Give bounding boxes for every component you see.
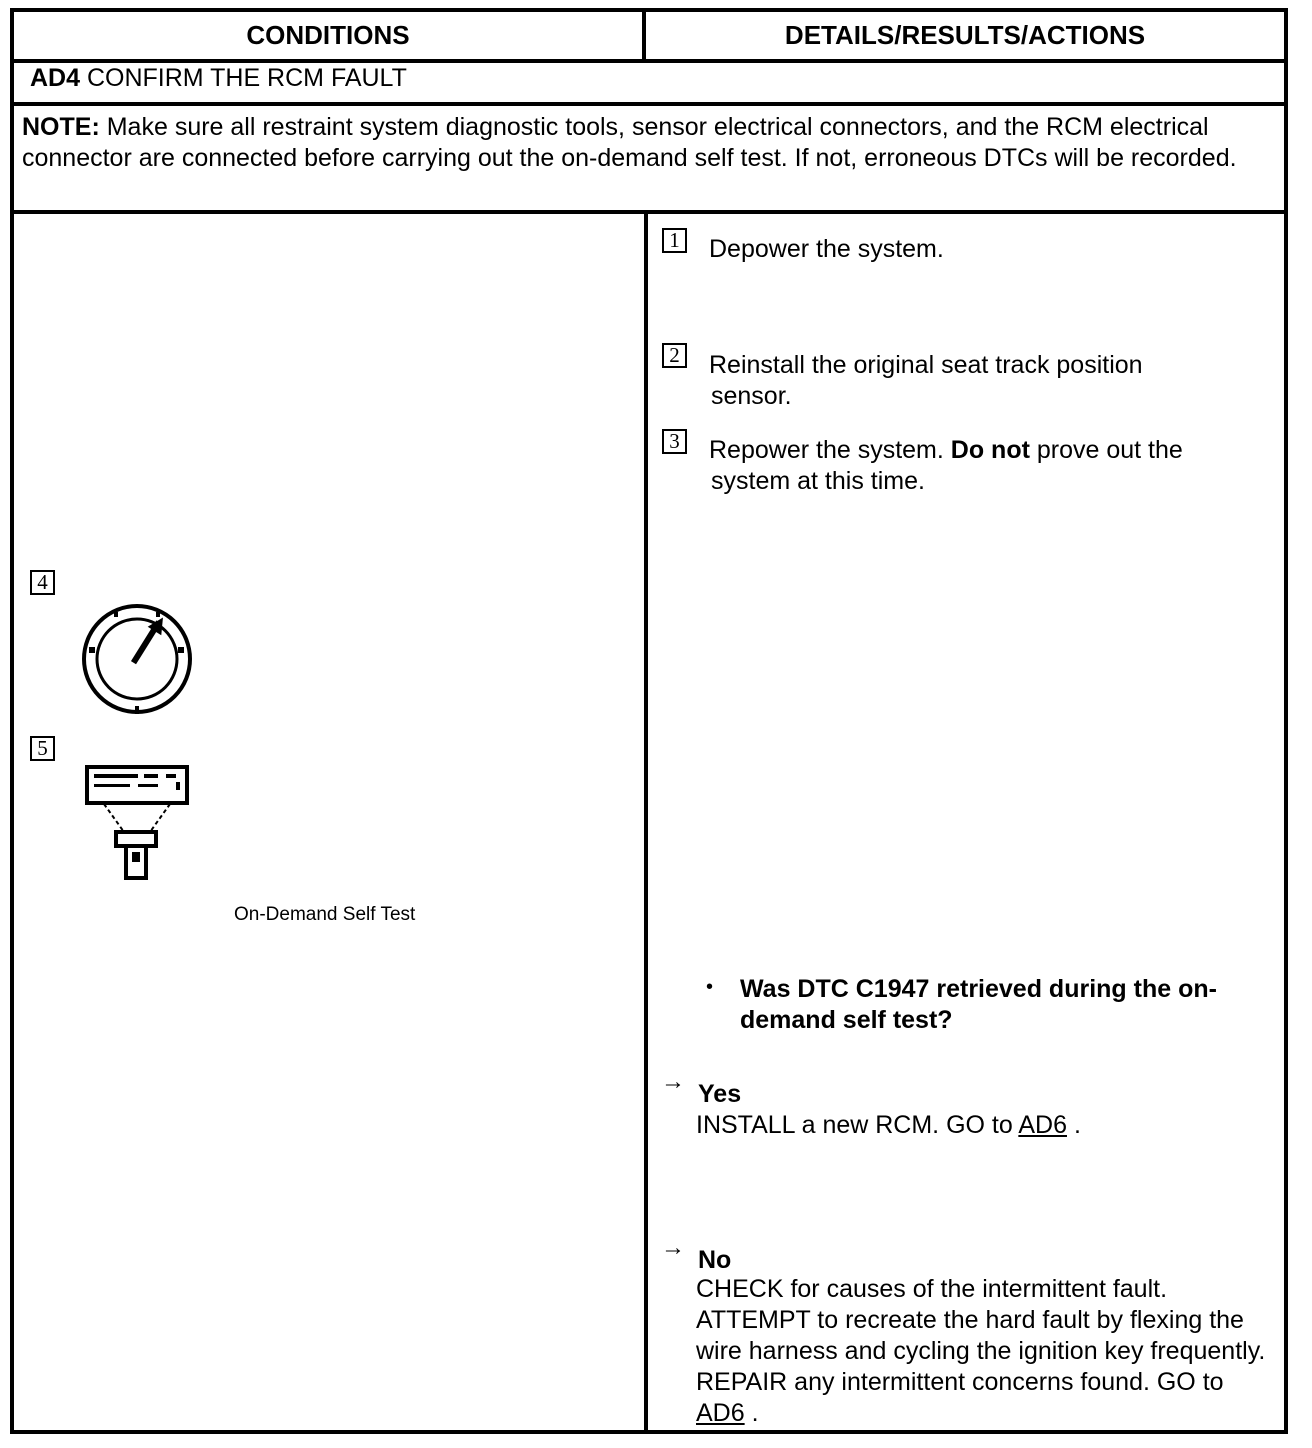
answer-yes-text-pre: INSTALL a new RCM. GO to	[696, 1111, 1013, 1139]
diagnostic-table	[10, 8, 1288, 1434]
scan-tool-icon	[84, 764, 192, 882]
arrow-right-icon: →	[661, 1234, 685, 1261]
step-number-box: 3	[662, 429, 687, 454]
arrow-right-icon: →	[661, 1068, 685, 1095]
step-number-box: 5	[30, 736, 55, 761]
link-ad6[interactable]: AD6	[696, 1399, 745, 1427]
step-number-box: 4	[30, 570, 55, 595]
ignition-switch-icon	[80, 602, 196, 718]
step-2-text	[709, 350, 1143, 412]
answer-yes-text-post: .	[1073, 1111, 1081, 1139]
step-1-text: Depower the system.	[709, 235, 944, 263]
answer-yes-text	[696, 1110, 1276, 1141]
answer-no-text-pre: CHECK for causes of the intermittent fault. ATTEMPT to recreate the hard fault by flexing the wire harness and cycling the ignition key frequently. REPAIR any intermittent concerns found. GO to	[696, 1275, 1266, 1396]
step-2-line-2: sensor.	[711, 382, 792, 410]
step-3-text	[709, 435, 1183, 497]
step-2-line-1: Reinstall the original seat track position	[709, 351, 1143, 379]
step-3-text-pre: Repower the system.	[709, 436, 944, 464]
step-3-line-1	[709, 435, 1183, 466]
note	[22, 112, 1278, 174]
divider	[14, 210, 1284, 214]
step-title	[30, 64, 407, 93]
note-label: NOTE:	[22, 113, 100, 141]
column-divider	[644, 212, 648, 1434]
answer-no-label: No	[698, 1246, 732, 1274]
answer-no-text-post: .	[751, 1399, 759, 1427]
answer-yes-label: Yes	[698, 1080, 742, 1108]
step-3-line-2: system at this time.	[711, 467, 925, 495]
step-number-box: 2	[662, 343, 687, 368]
step-3-emphasis: Do not	[950, 436, 1030, 464]
step-3-text-post: prove out the	[1036, 436, 1183, 464]
divider	[14, 102, 1284, 106]
header-conditions: CONDITIONS	[14, 12, 646, 59]
answer-no-text	[696, 1274, 1276, 1429]
divider	[14, 59, 1284, 63]
question-text: Was DTC C1947 retrieved during the on-demand self test?	[740, 975, 1217, 1034]
step-title-text: CONFIRM THE RCM FAULT	[86, 64, 407, 92]
link-ad6[interactable]: AD6	[1018, 1111, 1067, 1139]
note-text: Make sure all restraint system diagnostic tools, sensor electrical connectors, and the RCM electrical connector are connected before carrying out the on-demand self test. If not, erroneous DTCs will be recorded.	[22, 113, 1237, 172]
step-number-box: 1	[662, 228, 687, 253]
step-id: AD4	[30, 64, 81, 92]
figure-caption: On-Demand Self Test	[234, 904, 416, 925]
bullet-icon: •	[706, 976, 714, 998]
header-details: DETAILS/RESULTS/ACTIONS	[784, 20, 1146, 50]
